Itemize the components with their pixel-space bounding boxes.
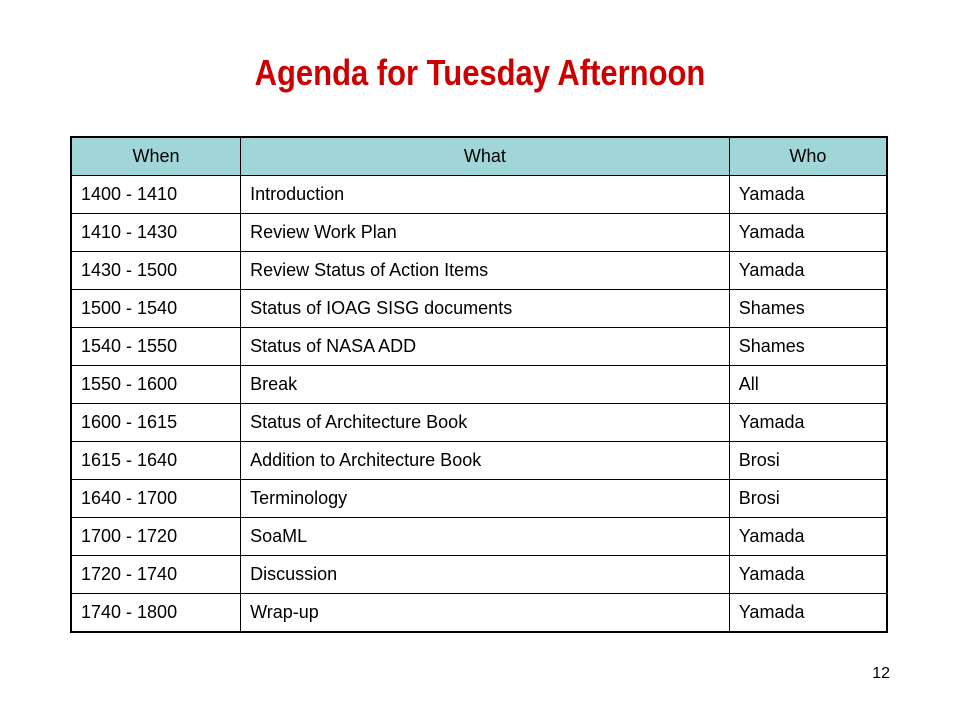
table-row (71, 594, 887, 633)
table-row (71, 442, 887, 480)
table-row (71, 290, 887, 328)
cell-who: Shames (729, 328, 887, 366)
column-header-what: What (241, 137, 730, 176)
cell-when: 1400 - 1410 (71, 176, 241, 214)
cell-when: 1640 - 1700 (71, 480, 241, 518)
cell-when: 1500 - 1540 (71, 290, 241, 328)
cell-when: 1540 - 1550 (71, 328, 241, 366)
slide-number: 12 (872, 665, 890, 682)
cell-who: All (729, 366, 887, 404)
cell-who: Yamada (729, 556, 887, 594)
cell-when: 1720 - 1740 (71, 556, 241, 594)
cell-what: Addition to Architecture Book (241, 442, 730, 480)
table-row (71, 404, 887, 442)
cell-what: Review Work Plan (241, 214, 730, 252)
cell-who: Yamada (729, 594, 887, 633)
cell-what: Introduction (241, 176, 730, 214)
table-header-row (71, 137, 887, 176)
cell-what: Status of NASA ADD (241, 328, 730, 366)
table-row (71, 556, 887, 594)
cell-who: Brosi (729, 442, 887, 480)
cell-when: 1615 - 1640 (71, 442, 241, 480)
cell-when: 1700 - 1720 (71, 518, 241, 556)
column-header-when: When (71, 137, 241, 176)
cell-when: 1430 - 1500 (71, 252, 241, 290)
page-title: Agenda for Tuesday Afternoon (254, 52, 706, 93)
cell-what: Terminology (241, 480, 730, 518)
cell-when: 1550 - 1600 (71, 366, 241, 404)
table-row (71, 214, 887, 252)
table-row (71, 480, 887, 518)
cell-what: Status of IOAG SISG documents (241, 290, 730, 328)
cell-when: 1410 - 1430 (71, 214, 241, 252)
table-row (71, 176, 887, 214)
cell-who: Shames (729, 290, 887, 328)
cell-what: Discussion (241, 556, 730, 594)
cell-who: Brosi (729, 480, 887, 518)
table-row (71, 366, 887, 404)
cell-who: Yamada (729, 214, 887, 252)
cell-what: Review Status of Action Items (241, 252, 730, 290)
column-header-who: Who (729, 137, 887, 176)
cell-when: 1600 - 1615 (71, 404, 241, 442)
table-row (71, 252, 887, 290)
cell-who: Yamada (729, 404, 887, 442)
cell-what: Wrap-up (241, 594, 730, 633)
cell-who: Yamada (729, 252, 887, 290)
table-row (71, 328, 887, 366)
table-row (71, 518, 887, 556)
agenda-table (70, 136, 888, 633)
cell-what: Status of Architecture Book (241, 404, 730, 442)
cell-when: 1740 - 1800 (71, 594, 241, 633)
cell-what: SoaML (241, 518, 730, 556)
cell-who: Yamada (729, 518, 887, 556)
cell-what: Break (241, 366, 730, 404)
cell-who: Yamada (729, 176, 887, 214)
